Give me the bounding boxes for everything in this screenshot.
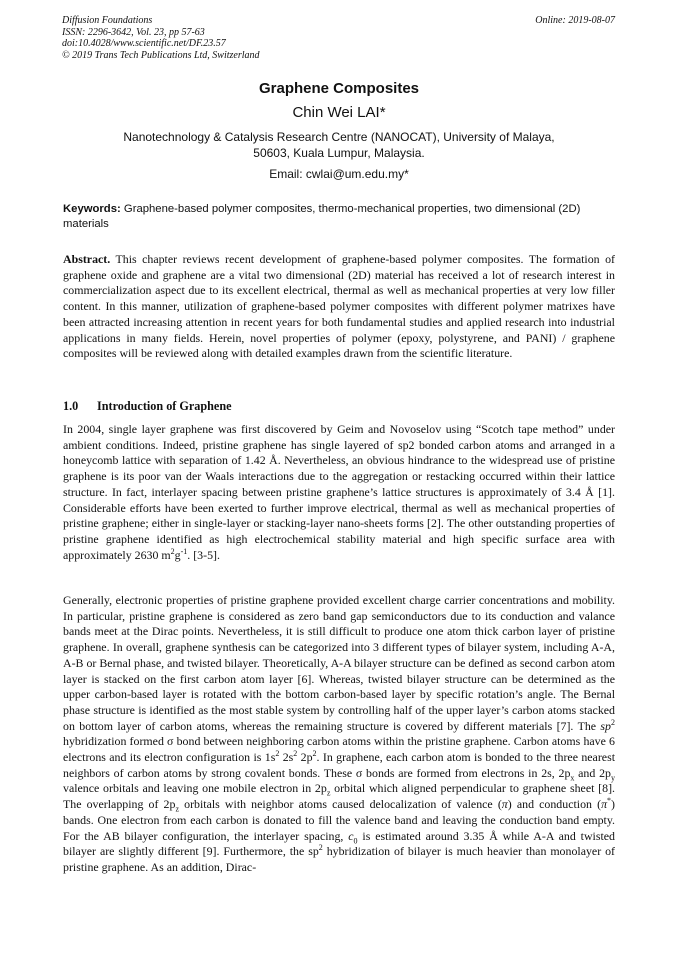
- author: Chin Wei LAI*: [292, 104, 386, 121]
- p2-star: *: [607, 796, 612, 806]
- affiliation-line-2: 50603, Kuala Lumpur, Malaysia.: [253, 145, 425, 160]
- p2-text-g: valence orbitals and leaving one mobile electron in 2p: [63, 781, 327, 796]
- p2-text-c: 2s: [279, 750, 294, 765]
- email: Email: cwlai@um.edu.my*: [269, 167, 409, 181]
- p2-text-d: 2p: [297, 750, 313, 765]
- p2-sp: sp: [600, 718, 611, 733]
- keywords: [63, 202, 615, 232]
- p2-c0-sub: 0: [353, 835, 358, 845]
- p2-sup-2: 2: [293, 749, 298, 759]
- p2-text-l: is estimated around 3.35 Å while A-A and twisted bilayer are slightly different [9]. Furthermore, the sp: [63, 828, 616, 859]
- p2-text-h: orbital which aligned perpendicular to graphene sheet [8]. The overlapping of 2p: [63, 781, 615, 812]
- p1-text-b: g: [174, 547, 181, 562]
- p2-text-f: and 2p: [574, 765, 611, 780]
- p2-sub-y: y: [610, 773, 615, 783]
- p2-c0: c: [348, 828, 354, 843]
- keywords-text: Graphene-based polymer composites, thermo-mechanical properties, two dimensional (2D) materials: [63, 203, 581, 230]
- p2-sub-z-1: z: [326, 788, 331, 798]
- section-number: 1.0: [63, 399, 79, 413]
- journal-header: [62, 15, 260, 61]
- p2-text-b: hybridization formed σ bond between neighboring carbon atoms within the pristine graphene. Carbon atoms have 6 electrons and its electron configuration is 1s: [63, 734, 615, 765]
- p1-sup-2: -1: [180, 546, 188, 556]
- p2-text-i: orbitals with neighbor atoms caused delocalization of valence (: [179, 797, 502, 812]
- p2-text-e: . In graphene, each carbon atom is bonded to the three nearest neighbors of carbon atoms by strong covalent bonds. These σ bonds are formed from electrons in 2s, 2p: [63, 750, 615, 780]
- paragraph-1: [63, 422, 615, 563]
- keywords-label: Keywords:: [63, 203, 121, 215]
- doi: doi:10.4028/www.scientific.net/DF.23.57: [62, 38, 226, 49]
- p2-text-k: ) bands. One electron from each carbon is donated to fill the valence band and leaving the conduction band empty. For the AB bilayer configuration, the interlayer spacing,: [63, 797, 615, 843]
- paper-title: Graphene Composites: [258, 80, 420, 97]
- p2-sub-x: x: [570, 773, 575, 783]
- p1-text-a: In 2004, single layer graphene was first discovered by Geim and Novoselov using “Scotch tape method” under ambient conditions. Indeed, pristine graphene has single layered of sp2 bonded carbon atoms and arranged in a honeycomb lattice with separation of 1.42 Å. Nevertheless, an obvious hindrance to the widespread use of pristine graphene is its poor van der Waals interactions due to the aggregation or restacking occurred within their lattice structure. In fact, interlayer spacing between pristine graphene’s lattice structures is approximately of 3.4 Å [1]. Considerable efforts have been exerted to further improve electrical, thermal as well as mechanical properties of pristine graphene; either in single-layer or stacking-layer nano-sheets forms [2]. The other outstanding properties of pristine graphene identified as high electrochemical stability material and high specific surface area with approximately 2630 m: [63, 422, 615, 562]
- p2-sub-z-2: z: [175, 804, 180, 814]
- p2-text-a: Generally, electronic properties of pristine graphene provided excellent charge carrier concentrations and mobility. In particular, pristine graphene is considered as zero band gap semiconductors due to its conduction and valance bands meet at the Dirac points. Nevertheless, it is still difficult to produce one atom thick carbon layer of pristine graphene. In overall, graphene synthesis can be categorized into 3 different types of bilayer system, including A-A, A-B or Bernal phase, and twisted bilayer. Theoretically, A-A bilayer structure can be defined as second carbon atom layer is stacked on the first carbon atom layer [6]. Whereas, twisted bilayer structure can be determined as the upper carbon-based layer is rotated with the bottom carbon-based layer by specific rotation’s angle. The Bernal phase structure is identified as the most stable system by controlling half of the upper layer’s carbon atoms stacked on bottom layer of carbon atoms, whereas the remaining structure is covered by different materials [7]. The: [63, 593, 615, 733]
- affiliation: [60, 130, 618, 161]
- p2-sup-1: 2: [275, 749, 280, 759]
- journal-name: Diffusion Foundations: [62, 15, 153, 26]
- abstract-label: Abstract.: [63, 252, 111, 266]
- paragraph-2: [63, 593, 615, 876]
- p2-sp-sup: 2: [611, 717, 615, 727]
- p2-pi: π: [501, 797, 508, 812]
- p2-sup-3: 2: [312, 749, 317, 759]
- section-title: Introduction of Graphene: [97, 399, 232, 413]
- p2-text-m: hybridization of bilayer is much heavier than monolayer of pristine graphene. As an addition, Dirac-: [63, 844, 615, 874]
- p2-sup-4: 2: [318, 843, 323, 853]
- p1-sup-1: 2: [170, 546, 175, 556]
- p2-text-j: ) and conduction (: [507, 797, 602, 812]
- p2-pi-star: π: [601, 797, 608, 812]
- issn: ISSN: 2296-3642, Vol. 23, pp 57-63: [62, 26, 205, 38]
- p1-text-c: . [3-5].: [187, 547, 220, 562]
- online-date: Online: 2019-08-07: [535, 15, 615, 26]
- affiliation-line-1: Nanotechnology & Catalysis Research Centre (NANOCAT), University of Malaya,: [123, 130, 555, 144]
- abstract-text: This chapter reviews recent development of graphene-based polymer composites. The formation of graphene oxide and graphene are a vital two dimensional (2D) material has received a lot of research interest in commercialization aspect due to its excellent electrical, thermal as well as mechanical properties at very low filler content. In this manner, utilization of graphene-based polymer composites with different polymer matrixes have been attracted increasing attention in recent years for both fundamental studies and applied research into industrial applications in many fields. Herein, novel properties of polymer (epoxy, polystyrene, and PANI) / graphene composites will be reviewed along with detailed examples drawn from the scientific literature.: [63, 252, 615, 361]
- copyright: © 2019 Trans Tech Publications Ltd, Switzerland: [62, 49, 260, 61]
- abstract: [63, 252, 615, 362]
- section-heading: [63, 399, 232, 414]
